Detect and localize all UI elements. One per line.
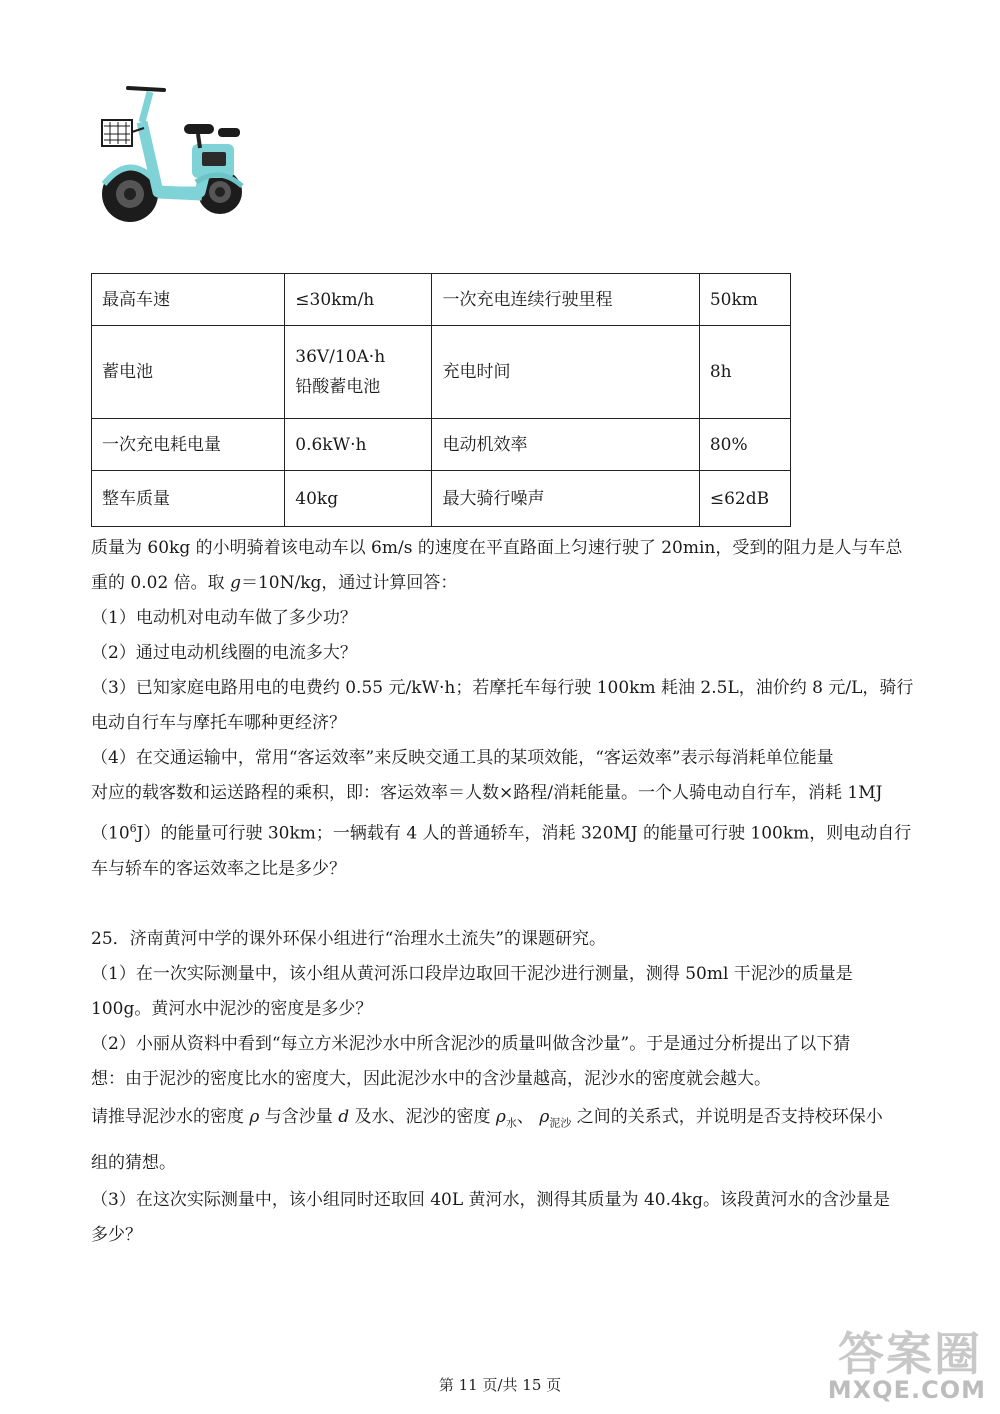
q24-subquestion-2: （2）通过电动机线圈的电流多大？ bbox=[91, 643, 357, 663]
electric-bicycle-image bbox=[92, 82, 262, 232]
table-cell: 最大骑行噪声 bbox=[432, 471, 699, 527]
table-cell: 充电时间 bbox=[432, 326, 699, 419]
watermark-url: MXQE.COM bbox=[827, 1376, 986, 1404]
q25-subquestion-2-line-2: 想：由于泥沙的密度比水的密度大，因此泥沙水中的含沙量越高，泥沙水的密度就会越大。 bbox=[91, 1069, 771, 1089]
text-span: 重的 0.02 倍。取 bbox=[91, 573, 231, 593]
q25-subquestion-2-line-3 bbox=[91, 1097, 911, 1143]
q24-intro-line-2 bbox=[91, 566, 911, 601]
q25-subquestion-2-line-4: 组的猜想。 bbox=[91, 1153, 176, 1174]
table-row bbox=[92, 419, 791, 471]
table-cell: 40kg bbox=[285, 471, 432, 527]
d-symbol: d bbox=[338, 1107, 350, 1127]
q24-subquestion-3-line-2: 电动自行车与摩托车哪种更经济？ bbox=[91, 713, 346, 733]
spec-table bbox=[91, 273, 791, 527]
table-cell: 蓄电池 bbox=[92, 326, 285, 419]
q24-subquestion-1: （1）电动机对电动车做了多少功？ bbox=[91, 608, 357, 628]
table-row bbox=[92, 471, 791, 527]
q25-subquestion-1-line-2: 100g。黄河水中泥沙的密度是多少？ bbox=[91, 999, 373, 1019]
q24-intro-line-1: 质量为 60kg 的小明骑着该电动车以 6m/s 的速度在平直路面上匀速行驶了 20min，受到的阻力是人与车总 bbox=[91, 538, 903, 558]
table-cell: 电动机效率 bbox=[432, 419, 699, 471]
q25-subquestion-3-line-2: 多少？ bbox=[91, 1225, 142, 1246]
text-span: 与含沙量 bbox=[259, 1107, 339, 1127]
q25-subquestion-3-line-1: （3）在这次实际测量中，该小组同时还取回 40L 黄河水，测得其质量为 40.4kg。该段黄河水的含沙量是 bbox=[91, 1190, 890, 1211]
watermark-logo: 答案圈 bbox=[838, 1327, 982, 1381]
text-span: 及水、泥沙的密度 bbox=[349, 1107, 496, 1127]
table-row bbox=[92, 274, 791, 326]
table-cell: ≤30km/h bbox=[285, 274, 432, 326]
table-cell: 50km bbox=[699, 274, 790, 326]
battery-spec-line: 36V/10A·h bbox=[295, 347, 386, 367]
table-cell: 整车质量 bbox=[92, 471, 285, 527]
text-span: ＝10N/kg，通过计算回答： bbox=[240, 573, 458, 593]
table-cell: 8h bbox=[699, 326, 790, 419]
question-25-body bbox=[91, 922, 911, 1253]
page-number-footer: 第 11 页/共 15 页 bbox=[438, 1376, 562, 1394]
text-span: 请推导泥沙水的密度 bbox=[91, 1107, 250, 1127]
q25-title: 25．济南黄河中学的课外环保小组进行“治理水土流失”的课题研究。 bbox=[91, 929, 607, 949]
text-span: J）的能量可行驶 30km；一辆载有 4 人的普通轿车，消耗 320MJ 的能量可行驶 100km，则电动自行 bbox=[136, 823, 912, 844]
table-cell bbox=[285, 326, 432, 419]
q25-subquestion-1-line-1: （1）在一次实际测量中，该小组从黄河泺口段岸边取回干泥沙进行测量，测得 50ml 干泥沙的质量是 bbox=[91, 964, 853, 984]
exponent: 6 bbox=[129, 822, 137, 835]
table-cell: ≤62dB bbox=[699, 471, 790, 527]
rho-symbol: ρ bbox=[249, 1107, 260, 1127]
q24-subquestion-4-line-4: 车与轿车的客运效率之比是多少？ bbox=[91, 858, 346, 879]
table-row bbox=[92, 326, 791, 419]
gravity-symbol: g bbox=[230, 573, 241, 593]
subscript: 水 bbox=[505, 1116, 517, 1130]
battery-type-line: 铅酸蓄电池 bbox=[295, 377, 381, 397]
q24-subquestion-4-line-3 bbox=[91, 811, 911, 852]
question-24-body bbox=[91, 531, 914, 887]
text-span: （10 bbox=[91, 823, 130, 844]
table-cell: 0.6kW·h bbox=[285, 419, 432, 471]
subscript: 泥沙 bbox=[549, 1116, 572, 1130]
q24-subquestion-3-line-1: （3）已知家庭电路用电的电费约 0.55 元/kW·h；若摩托车每行驶 100km 耗油 2.5L，油价约 8 元/L，骑行 bbox=[91, 678, 914, 698]
q25-subquestion-2-line-1: （2）小丽从资料中看到“每立方米泥沙水中所含泥沙的质量叫做含沙量”。于是通过分析提出了以下猜 bbox=[91, 1034, 851, 1054]
q24-subquestion-4-line-1: （4）在交通运输中，常用“客运效率”来反映交通工具的某项效能，“客运效率”表示每消耗单位能量 bbox=[91, 748, 834, 768]
text-span: 、 bbox=[516, 1107, 540, 1127]
q24-subquestion-4-line-2: 对应的载客数和运送路程的乘积，即：客运效率＝人数×路程/消耗能量。一个人骑电动自行车，消耗 1MJ bbox=[91, 783, 883, 803]
rho-water-symbol: ρ bbox=[495, 1107, 506, 1127]
table-cell: 80% bbox=[699, 419, 790, 471]
text-span: 之间的关系式，并说明是否支持校环保小 bbox=[571, 1107, 883, 1127]
table-cell: 一次充电耗电量 bbox=[92, 419, 285, 471]
rho-sand-symbol: ρ bbox=[539, 1107, 550, 1127]
table-cell: 一次充电连续行驶里程 bbox=[432, 274, 699, 326]
table-cell: 最高车速 bbox=[92, 274, 285, 326]
